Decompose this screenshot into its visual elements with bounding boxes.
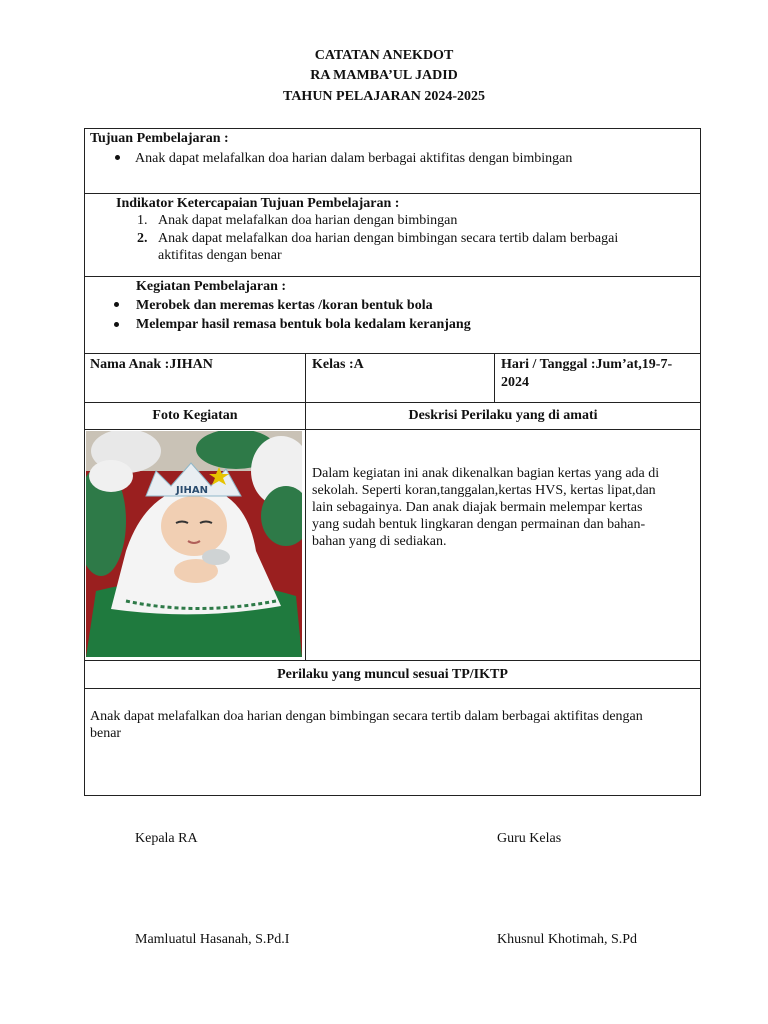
indikator-heading: Indikator Ketercapaian Tujuan Pembelajaran : [116,196,400,211]
kegiatan-item-1: Merobek dan meremas kertas /koran bentuk bola [136,298,433,313]
bullet-icon [114,302,119,307]
deskripsi-line: yang sudah bentuk lingkaran dengan permainan dan bahan- [312,517,646,532]
indikator-item-1: Anak dapat melafalkan doa harian dengan bimbingan [158,213,458,228]
kepala-ra-label: Kepala RA [135,831,198,846]
deskripsi-line: bahan yang di sediakan. [312,534,447,549]
school-year: TAHUN PELAJARAN 2024-2025 [283,89,485,104]
kelas: Kelas :A [312,357,364,372]
indikator-item-2-line2: aktifitas dengan benar [158,248,282,263]
indikator-item-2-line1: Anak dapat melafalkan doa harian dengan bimbingan secara tertib dalam berbagai [158,231,619,246]
kegiatan-item-2: Melempar hasil remasa bentuk bola kedalam keranjang [136,317,471,332]
activity-photo [86,431,302,657]
deskripsi-heading: Deskrisi Perilaku yang di amati [408,408,598,423]
indikator-num-2: 2. [137,231,148,246]
kepala-ra-name: Mamluatul Hasanah, S.Pd.I [135,932,290,947]
bullet-icon [115,155,120,160]
perilaku-line: benar [90,726,122,741]
doc-title: CATATAN ANEKDOT [314,48,454,63]
perilaku-heading: Perilaku yang muncul sesuai TP/IKTP [277,667,508,682]
deskripsi-line: lain sebagainya. Dan anak diajak bermain melempar kertas [312,500,643,515]
perilaku-line: Anak dapat melafalkan doa harian dengan bimbingan secara tertib dalam berbagai aktifitas dengan [90,709,643,724]
deskripsi-line: Dalam kegiatan ini anak dikenalkan bagian kertas yang ada di [312,466,660,481]
perilaku-text [90,708,695,742]
kegiatan-heading: Kegiatan Pembelajaran : [136,279,287,294]
tujuan-heading: Tujuan Pembelajaran : [90,131,229,146]
nama-anak: Nama Anak :JIHAN [90,357,213,372]
crown-label: JIHAN [176,485,208,496]
deskripsi-line: sekolah. Seperti koran,tanggalan,kertas HVS, kertas lipat,dan [312,483,656,498]
foto-heading: Foto Kegiatan [152,408,238,423]
deskripsi-text [312,465,697,550]
perilaku-cell [84,688,701,796]
guru-kelas-label: Guru Kelas [497,831,562,846]
school-name: RA MAMBA’UL JADID [310,68,458,83]
bullet-icon [114,322,119,327]
tujuan-item: Anak dapat melafalkan doa harian dalam berbagai aktifitas dengan bimbingan [135,151,573,166]
hari-tanggal-line1: Hari / Tanggal :Jum’at,19-7- [501,357,673,372]
hari-tanggal-line2: 2024 [501,375,529,390]
guru-kelas-name: Khusnul Khotimah, S.Pd [497,932,638,947]
indikator-num-1: 1. [137,213,148,228]
